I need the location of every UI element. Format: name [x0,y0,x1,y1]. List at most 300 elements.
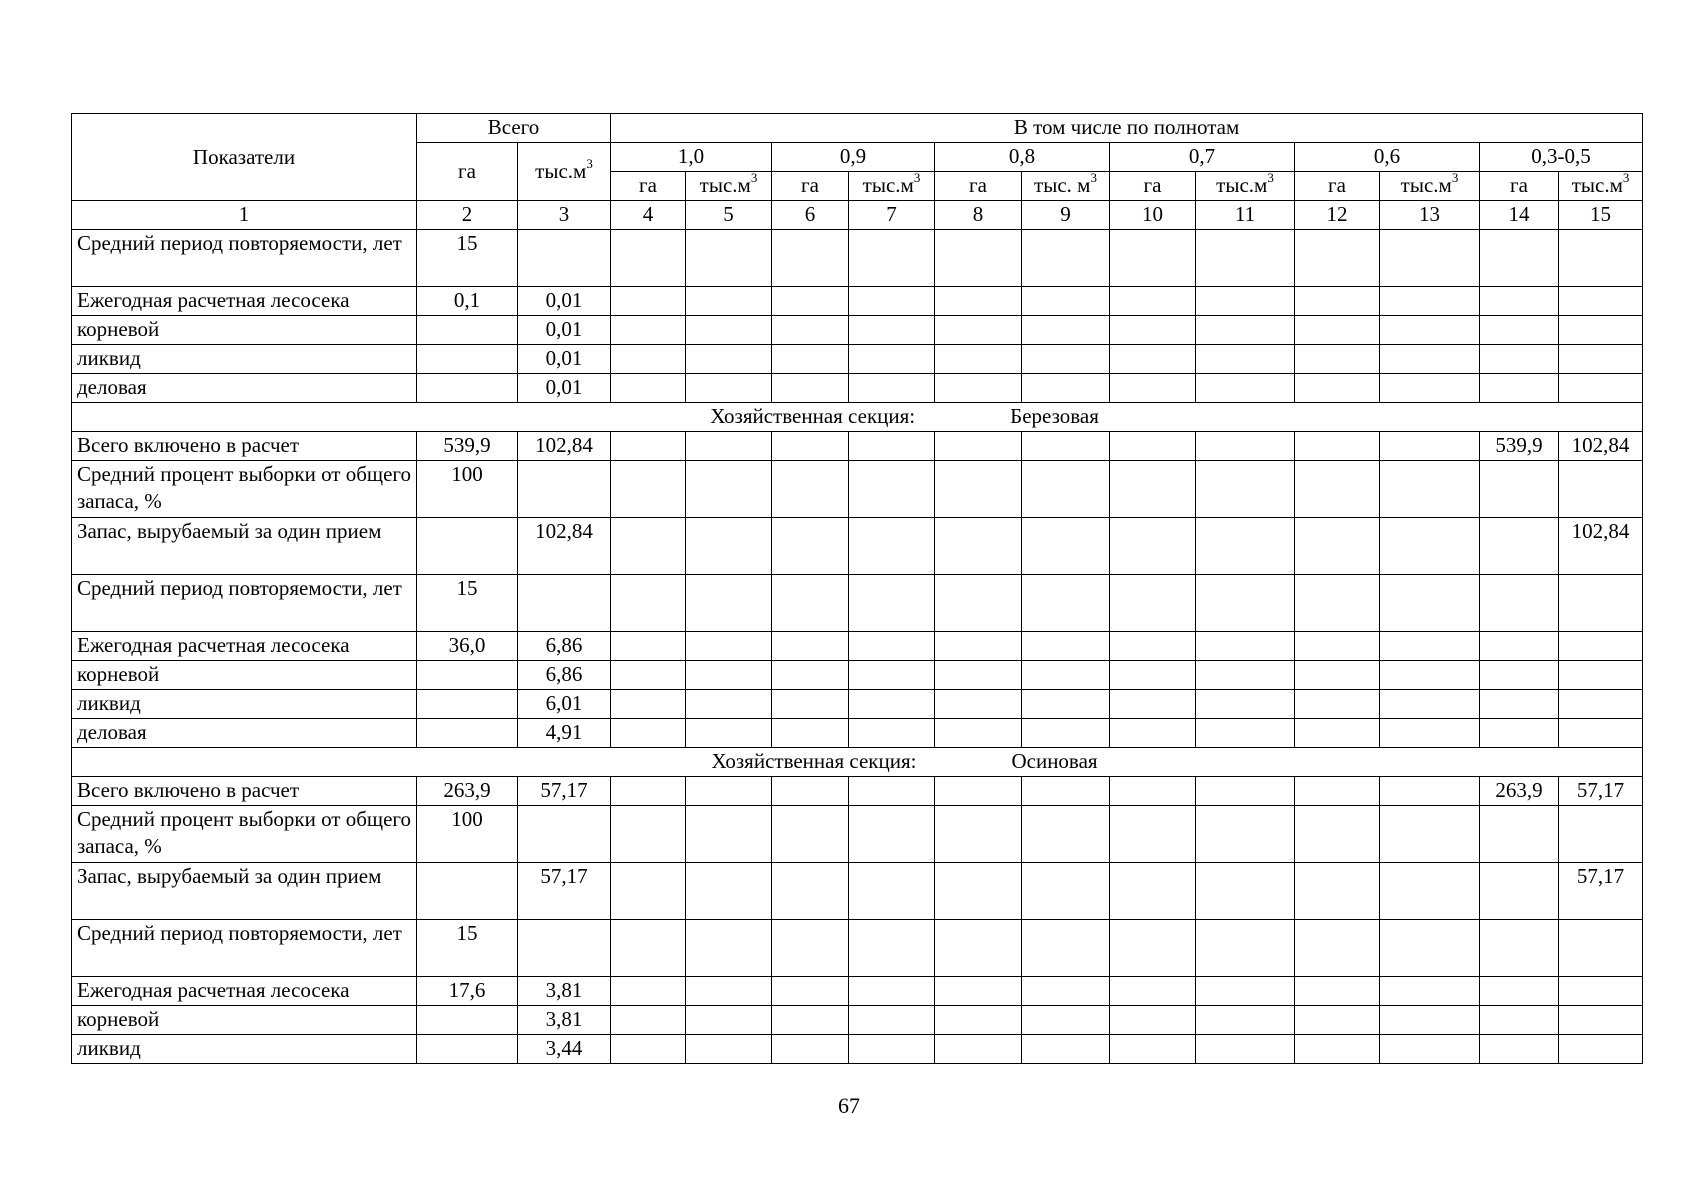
cell-col-14 [1480,806,1559,863]
cell-col-11 [1196,518,1295,575]
section-row [72,403,1643,432]
cell-col-5 [686,518,772,575]
cell-col-2: 100 [417,461,518,518]
cell-col-14 [1480,230,1559,287]
cell-col-10 [1110,575,1196,632]
cell-col-3 [518,230,611,287]
cell-col-15 [1559,920,1643,977]
cell-col-10 [1110,230,1196,287]
cell-col-4 [611,632,686,661]
cell-col-12 [1295,719,1380,748]
table-row [72,230,1643,287]
cell-col-11 [1196,230,1295,287]
cell-col-14: 539,9 [1480,432,1559,461]
cell-col-10 [1110,977,1196,1006]
cell-col-11 [1196,806,1295,863]
cell-col-4 [611,806,686,863]
cell-col-10 [1110,632,1196,661]
cell-col-15 [1559,632,1643,661]
cell-col-3: 0,01 [518,345,611,374]
header-volume: $тыс.м^3$ [686,172,772,201]
table-row [72,863,1643,920]
cell-col-15 [1559,719,1643,748]
cell-col-7 [849,920,935,977]
cell-col-13 [1380,632,1480,661]
row-label: Ежегодная расчетная лесосека [72,632,417,661]
row-label: Средний период повторяемости, лет [72,920,417,977]
cell-col-6 [772,977,849,1006]
cell-col-2 [417,719,518,748]
cell-col-10 [1110,661,1196,690]
cell-col-11 [1196,777,1295,806]
header-volume: $тыс.м^3$ [849,172,935,201]
cell-col-13 [1380,287,1480,316]
cell-col-9 [1022,345,1110,374]
cell-col-6 [772,920,849,977]
cell-col-3: 6,86 [518,632,611,661]
cell-col-3 [518,806,611,863]
row-label: ликвид [72,345,417,374]
cell-col-14 [1480,287,1559,316]
cell-col-9 [1022,230,1110,287]
cell-col-14: 263,9 [1480,777,1559,806]
cell-col-8 [935,920,1022,977]
cell-col-13 [1380,230,1480,287]
cell-col-12 [1295,863,1380,920]
cell-col-7 [849,777,935,806]
cell-col-5 [686,575,772,632]
row-label: Ежегодная расчетная лесосека [72,287,417,316]
cell-col-3: 3,44 [518,1035,611,1064]
cell-col-10 [1110,719,1196,748]
section-label: Хозяйственная секция: [710,404,916,428]
cell-col-15: 102,84 [1559,518,1643,575]
row-label: деловая [72,719,417,748]
cell-col-2 [417,661,518,690]
cell-col-15 [1559,806,1643,863]
table-row [72,316,1643,345]
header-ha: га [935,172,1022,201]
cell-col-14 [1480,345,1559,374]
cell-col-5 [686,345,772,374]
header-by-density: В том числе по полнотам [611,114,1643,143]
cell-col-11 [1196,461,1295,518]
section-row [72,748,1643,777]
header-ha: га [1110,172,1196,201]
cell-col-8 [935,632,1022,661]
section-header [72,403,1643,432]
cell-col-14 [1480,461,1559,518]
cell-col-6 [772,1006,849,1035]
cell-col-4 [611,977,686,1006]
cell-col-3: 0,01 [518,287,611,316]
row-label: Всего включено в расчет [72,777,417,806]
cell-col-12 [1295,518,1380,575]
cell-col-15 [1559,661,1643,690]
cell-col-15: 57,17 [1559,863,1643,920]
cell-col-5 [686,1006,772,1035]
column-number: 11 [1196,201,1295,230]
cell-col-15 [1559,461,1643,518]
cell-col-7 [849,287,935,316]
forest-cutting-table [71,113,1643,1064]
cell-col-8 [935,1006,1022,1035]
table-row [72,632,1643,661]
cell-col-7 [849,632,935,661]
cell-col-7 [849,1006,935,1035]
table-row [72,1035,1643,1064]
cell-col-8 [935,316,1022,345]
cell-col-3: 3,81 [518,977,611,1006]
cell-col-5 [686,777,772,806]
column-number: 15 [1559,201,1643,230]
cell-col-14 [1480,719,1559,748]
cell-col-11 [1196,316,1295,345]
cell-col-7 [849,461,935,518]
row-label: Средний период повторяемости, лет [72,575,417,632]
cell-col-8 [935,575,1022,632]
cell-col-2 [417,1035,518,1064]
cell-col-15 [1559,345,1643,374]
cell-col-10 [1110,1035,1196,1064]
cell-col-9 [1022,632,1110,661]
cell-col-3: 102,84 [518,432,611,461]
cell-col-7 [849,316,935,345]
cell-col-10 [1110,432,1196,461]
table-row [72,977,1643,1006]
cell-col-10 [1110,374,1196,403]
cell-col-5 [686,690,772,719]
cell-col-7 [849,345,935,374]
column-number: 14 [1480,201,1559,230]
row-label: деловая [72,374,417,403]
cell-col-10 [1110,287,1196,316]
cell-col-2 [417,518,518,575]
cell-col-9 [1022,287,1110,316]
cell-col-6 [772,1035,849,1064]
cell-col-12 [1295,1035,1380,1064]
cell-col-6 [772,316,849,345]
cell-col-3 [518,920,611,977]
cell-col-5 [686,287,772,316]
row-label: Всего включено в расчет [72,432,417,461]
row-label: Средний процент выборки от общего запаса, % [72,461,417,518]
cell-col-3: 4,91 [518,719,611,748]
cell-col-13 [1380,977,1480,1006]
cell-col-2: 15 [417,575,518,632]
cell-col-6 [772,461,849,518]
header-density-4: 0,7 [1110,143,1295,172]
cell-col-6 [772,518,849,575]
cell-col-9 [1022,518,1110,575]
cell-col-3: 57,17 [518,777,611,806]
row-label: Запас, вырубаемый за один прием [72,863,417,920]
header-volume: $тыс.м^3$ [1196,172,1295,201]
cell-col-9 [1022,432,1110,461]
cell-col-10 [1110,461,1196,518]
header-density-3: 0,8 [935,143,1110,172]
cell-col-9 [1022,863,1110,920]
table-row [72,432,1643,461]
cell-col-9 [1022,1035,1110,1064]
cell-col-4 [611,374,686,403]
cell-col-2: 17,6 [417,977,518,1006]
row-label: Запас, вырубаемый за один прием [72,518,417,575]
cell-col-2 [417,863,518,920]
cell-col-2: 0,1 [417,287,518,316]
cell-col-14 [1480,920,1559,977]
cell-col-15 [1559,374,1643,403]
header-density-6: 0,3-0,5 [1480,143,1643,172]
header-ha: га [1480,172,1559,201]
cell-col-9 [1022,661,1110,690]
row-label: Средний процент выборки от общего запаса, % [72,806,417,863]
cell-col-4 [611,345,686,374]
cell-col-7 [849,977,935,1006]
cell-col-9 [1022,719,1110,748]
cell-col-3: 102,84 [518,518,611,575]
cell-col-6 [772,690,849,719]
cell-col-12 [1295,1006,1380,1035]
cell-col-8 [935,1035,1022,1064]
cell-col-11 [1196,863,1295,920]
cell-col-14 [1480,977,1559,1006]
cell-col-2: 539,9 [417,432,518,461]
cell-col-15 [1559,1035,1643,1064]
cell-col-11 [1196,632,1295,661]
cell-col-14 [1480,632,1559,661]
cell-col-3: 0,01 [518,374,611,403]
cell-col-2: 36,0 [417,632,518,661]
cell-col-12 [1295,230,1380,287]
cell-col-2 [417,316,518,345]
cell-col-13 [1380,863,1480,920]
cell-col-15: 102,84 [1559,432,1643,461]
cell-col-8 [935,661,1022,690]
cell-col-5 [686,661,772,690]
cell-col-3: 3,81 [518,1006,611,1035]
row-label: корневой [72,661,417,690]
cell-col-10 [1110,690,1196,719]
cell-col-12 [1295,690,1380,719]
header-density-5: 0,6 [1295,143,1480,172]
cell-col-13 [1380,1035,1480,1064]
cell-col-8 [935,777,1022,806]
cell-col-14 [1480,316,1559,345]
header-ha: га [611,172,686,201]
cell-col-12 [1295,575,1380,632]
cell-col-11 [1196,661,1295,690]
cell-col-9 [1022,374,1110,403]
cell-col-8 [935,806,1022,863]
column-number: 9 [1022,201,1110,230]
section-label: Хозяйственная секция: [711,749,917,773]
cell-col-5 [686,806,772,863]
table-row [72,518,1643,575]
cell-col-2: 15 [417,920,518,977]
cell-col-3 [518,575,611,632]
cell-col-3 [518,461,611,518]
cell-col-5 [686,1035,772,1064]
cell-col-8 [935,977,1022,1006]
cell-col-10 [1110,1006,1196,1035]
cell-col-6 [772,806,849,863]
table-header [72,114,1643,230]
cell-col-13 [1380,461,1480,518]
cell-col-14 [1480,575,1559,632]
column-number: 13 [1380,201,1480,230]
header-total-ha: га [417,143,518,201]
cell-col-13 [1380,316,1480,345]
cell-col-14 [1480,518,1559,575]
cell-col-15 [1559,287,1643,316]
cell-col-13 [1380,345,1480,374]
column-number: 1 [72,201,417,230]
cell-col-10 [1110,806,1196,863]
column-number: 6 [772,201,849,230]
cell-col-10 [1110,777,1196,806]
cell-col-6 [772,863,849,920]
column-number: 4 [611,201,686,230]
cell-col-2: 100 [417,806,518,863]
cell-col-4 [611,461,686,518]
section-name: Осиновая [1011,749,1098,773]
cell-col-11 [1196,374,1295,403]
table-row [72,661,1643,690]
cell-col-11 [1196,287,1295,316]
header-indicators: Показатели [72,114,417,201]
cell-col-12 [1295,287,1380,316]
cell-col-9 [1022,316,1110,345]
cell-col-9 [1022,777,1110,806]
cell-col-4 [611,432,686,461]
cell-col-7 [849,661,935,690]
cell-col-7 [849,719,935,748]
cell-col-3: 57,17 [518,863,611,920]
cell-col-2 [417,374,518,403]
cell-col-5 [686,461,772,518]
header-volume: $тыс.м^3$ [1559,172,1643,201]
cell-col-12 [1295,374,1380,403]
cell-col-6 [772,632,849,661]
cell-col-6 [772,374,849,403]
table-body [72,230,1643,1064]
cell-col-14 [1480,863,1559,920]
cell-col-15 [1559,316,1643,345]
cell-col-11 [1196,575,1295,632]
row-label: корневой [72,316,417,345]
cell-col-13 [1380,806,1480,863]
cell-col-5 [686,863,772,920]
cell-col-5 [686,432,772,461]
cell-col-15 [1559,230,1643,287]
cell-col-2: 263,9 [417,777,518,806]
cell-col-4 [611,287,686,316]
cell-col-12 [1295,461,1380,518]
cell-col-7 [849,230,935,287]
cell-col-12 [1295,661,1380,690]
cell-col-4 [611,575,686,632]
column-number: 12 [1295,201,1380,230]
table-row [72,920,1643,977]
row-label: ликвид [72,690,417,719]
cell-col-11 [1196,1006,1295,1035]
cell-col-9 [1022,461,1110,518]
cell-col-13 [1380,575,1480,632]
cell-col-14 [1480,661,1559,690]
cell-col-6 [772,345,849,374]
cell-col-11 [1196,432,1295,461]
cell-col-12 [1295,316,1380,345]
cell-col-14 [1480,1035,1559,1064]
cell-col-7 [849,806,935,863]
cell-col-9 [1022,806,1110,863]
column-number: 8 [935,201,1022,230]
cell-col-2: 15 [417,230,518,287]
cell-col-4 [611,920,686,977]
cell-col-4 [611,1035,686,1064]
table-row [72,719,1643,748]
cell-col-4 [611,719,686,748]
table-row [72,345,1643,374]
cell-col-15 [1559,575,1643,632]
cell-col-13 [1380,374,1480,403]
cell-col-5 [686,920,772,977]
cell-col-11 [1196,920,1295,977]
cell-col-2 [417,345,518,374]
cell-col-11 [1196,690,1295,719]
row-label: ликвид [72,1035,417,1064]
cell-col-6 [772,575,849,632]
cell-col-5 [686,719,772,748]
cell-col-8 [935,518,1022,575]
cell-col-4 [611,518,686,575]
cell-col-15 [1559,690,1643,719]
cell-col-12 [1295,806,1380,863]
header-ha: га [1295,172,1380,201]
column-numbers-row [72,201,1643,230]
cell-col-5 [686,316,772,345]
header-total-volume: $тыс.м^3$ [518,143,611,201]
cell-col-15 [1559,1006,1643,1035]
cell-col-9 [1022,1006,1110,1035]
cell-col-8 [935,719,1022,748]
cell-col-13 [1380,777,1480,806]
cell-col-8 [935,461,1022,518]
cell-col-9 [1022,920,1110,977]
cell-col-11 [1196,1035,1295,1064]
cell-col-8 [935,230,1022,287]
cell-col-3: 6,01 [518,690,611,719]
cell-col-13 [1380,920,1480,977]
cell-col-8 [935,432,1022,461]
cell-col-6 [772,777,849,806]
cell-col-9 [1022,690,1110,719]
cell-col-5 [686,632,772,661]
cell-col-4 [611,1006,686,1035]
table-row [72,777,1643,806]
cell-col-12 [1295,345,1380,374]
page-number: 67 [838,1093,860,1118]
cell-col-10 [1110,518,1196,575]
cell-col-8 [935,690,1022,719]
cell-col-12 [1295,977,1380,1006]
cell-col-7 [849,1035,935,1064]
cell-col-4 [611,690,686,719]
cell-col-13 [1380,719,1480,748]
cell-col-8 [935,345,1022,374]
row-label: Ежегодная расчетная лесосека [72,977,417,1006]
